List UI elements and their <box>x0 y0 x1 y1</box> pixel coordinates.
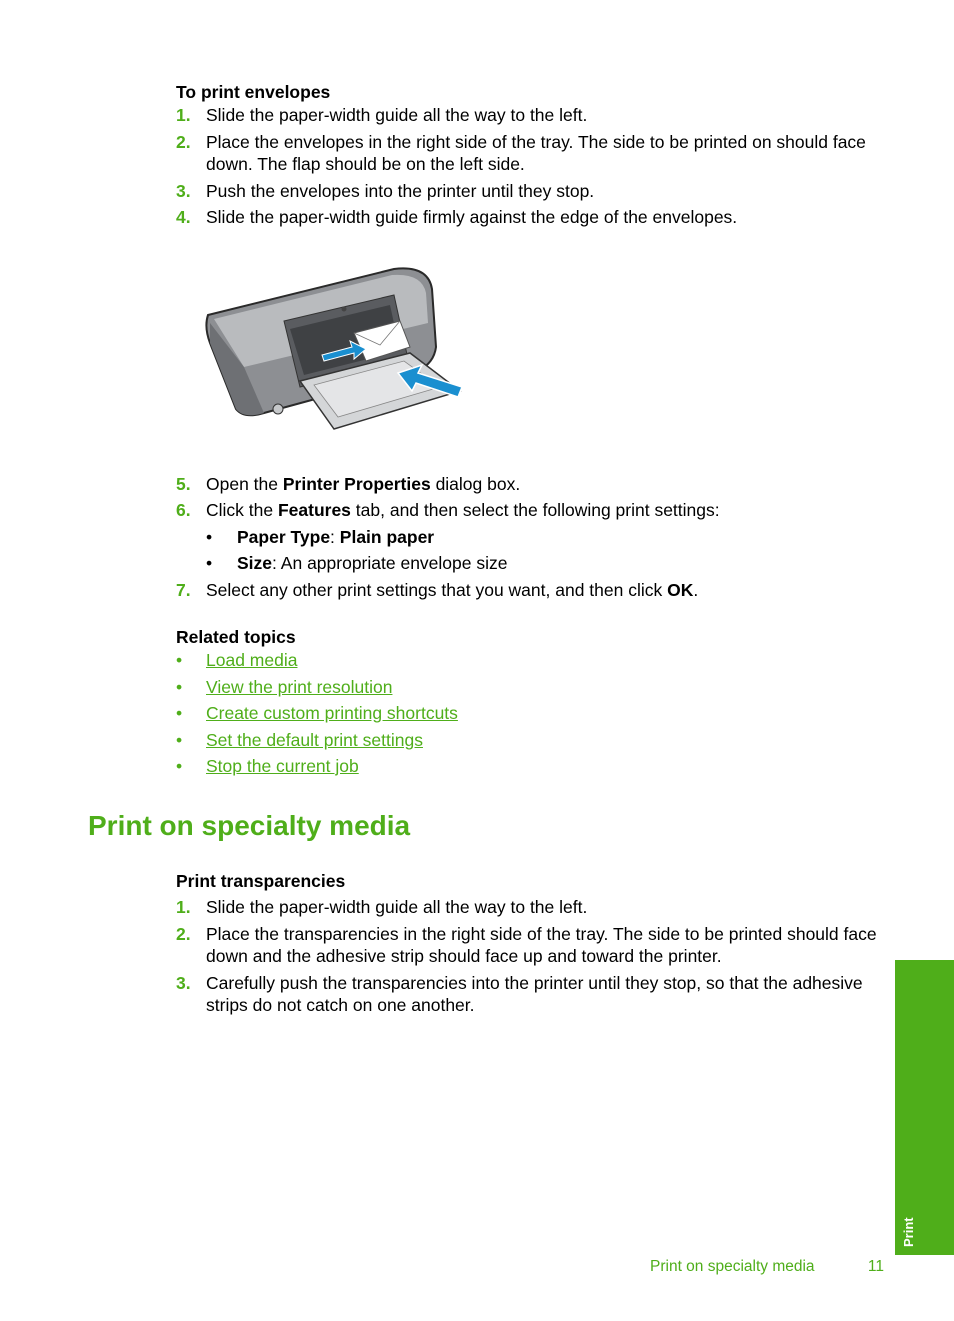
step-text: Push the envelopes into the printer until they stop. <box>206 180 595 201</box>
step-text: Slide the paper-width guide firmly against the edge of the envelopes. <box>206 207 738 227</box>
envelope-step-7 <box>176 579 888 602</box>
envelopes-heading: To print envelopes <box>176 82 331 102</box>
step-text-pre: Open the <box>206 473 283 494</box>
related-link-item <box>176 729 888 752</box>
setting-label: Size <box>237 553 273 573</box>
step-text: Slide the paper-width guide all the way to the left. <box>206 897 588 917</box>
step-text-pre: Click the <box>206 500 278 520</box>
step-number: 4. <box>176 207 191 227</box>
setting-label: Paper Type <box>237 526 331 547</box>
envelope-step-3 <box>176 180 888 203</box>
chapter-side-tab <box>895 960 954 1255</box>
ok-label: OK <box>667 579 694 600</box>
tab-name: Features <box>277 500 351 520</box>
envelope-steps-final <box>176 579 888 602</box>
bullet: • <box>176 703 183 723</box>
link-set-default-settings[interactable]: Set the default print settings <box>206 729 423 750</box>
section-title: Print on specialty media <box>88 810 411 841</box>
related-link-item <box>176 676 888 699</box>
page-number: 11 <box>867 1258 884 1275</box>
printer-illustration <box>176 233 888 473</box>
setting-sep: : <box>330 526 340 547</box>
envelope-step-5 <box>176 473 888 496</box>
envelopes-section <box>176 80 888 782</box>
step-text-post: . <box>693 579 699 600</box>
printer-envelope-image <box>204 263 466 433</box>
link-stop-current-job[interactable]: Stop the current job <box>206 756 359 776</box>
envelope-step-2 <box>176 131 888 176</box>
setting-size <box>206 552 888 575</box>
transparency-steps <box>176 896 888 1017</box>
step-number: 3. <box>176 180 191 201</box>
related-topics-list <box>176 649 888 778</box>
page-footer <box>600 1258 884 1278</box>
related-link-item <box>176 702 888 725</box>
related-link-item <box>176 649 888 672</box>
step-text: Place the transparencies in the right side of the tray. The side to be printed should face down and the adhesive strip should face up and toward the printer. <box>206 923 877 966</box>
step-text-post: dialog box. <box>430 473 521 494</box>
envelope-step-6 <box>176 499 888 522</box>
transparency-step-3 <box>176 972 888 1017</box>
step-number: 6. <box>176 500 191 520</box>
step-text: Place the envelopes in the right side of the tray. The side to be printed on should face down. The flap should be on the left side. <box>206 131 866 174</box>
step-text: Slide the paper-width guide all the way to the left. <box>206 105 588 125</box>
envelope-steps <box>176 104 888 229</box>
step-text: Carefully push the transparencies into the printer until they stop, so that the adhesive strips do not catch on one another. <box>206 972 863 1015</box>
dialog-name: Printer Properties <box>282 473 431 494</box>
step-text-pre: Select any other print settings that you want, and then click <box>206 579 668 600</box>
setting-sep: : <box>272 553 281 573</box>
side-tab-label: Print <box>901 1217 916 1247</box>
step-number: 7. <box>176 579 191 600</box>
step-number: 1. <box>176 897 191 917</box>
step-text-post: tab, and then select the following print settings: <box>350 500 720 520</box>
step-number: 2. <box>176 131 191 152</box>
bullet: • <box>176 729 183 750</box>
bullet: • <box>206 553 213 573</box>
setting-value: An appropriate envelope size <box>280 553 508 573</box>
envelope-step-4 <box>176 206 888 229</box>
step-number: 1. <box>176 105 191 125</box>
setting-value: Plain paper <box>339 526 435 547</box>
step-number: 5. <box>176 473 191 494</box>
transparency-step-2 <box>176 923 888 968</box>
link-create-custom-shortcuts[interactable]: Create custom printing shortcuts <box>206 703 458 723</box>
related-link-item <box>176 755 888 778</box>
bullet: • <box>176 756 183 776</box>
bullet: • <box>176 650 183 670</box>
footer-title: Print on specialty media <box>650 1258 815 1275</box>
bullet: • <box>176 676 183 697</box>
transparency-step-1 <box>176 896 888 919</box>
setting-paper-type <box>206 526 888 549</box>
step-number: 2. <box>176 923 191 944</box>
step-number: 3. <box>176 972 191 993</box>
envelope-steps-continued <box>176 473 888 522</box>
bullet: • <box>206 526 213 547</box>
transparencies-heading: Print transparencies <box>176 871 346 891</box>
link-view-print-resolution[interactable]: View the print resolution <box>206 676 393 697</box>
transparencies-section <box>176 869 888 1021</box>
print-settings-list <box>176 526 888 575</box>
envelope-step-1 <box>176 104 888 127</box>
link-load-media[interactable]: Load media <box>206 650 298 670</box>
related-topics-heading: Related topics <box>176 627 296 647</box>
